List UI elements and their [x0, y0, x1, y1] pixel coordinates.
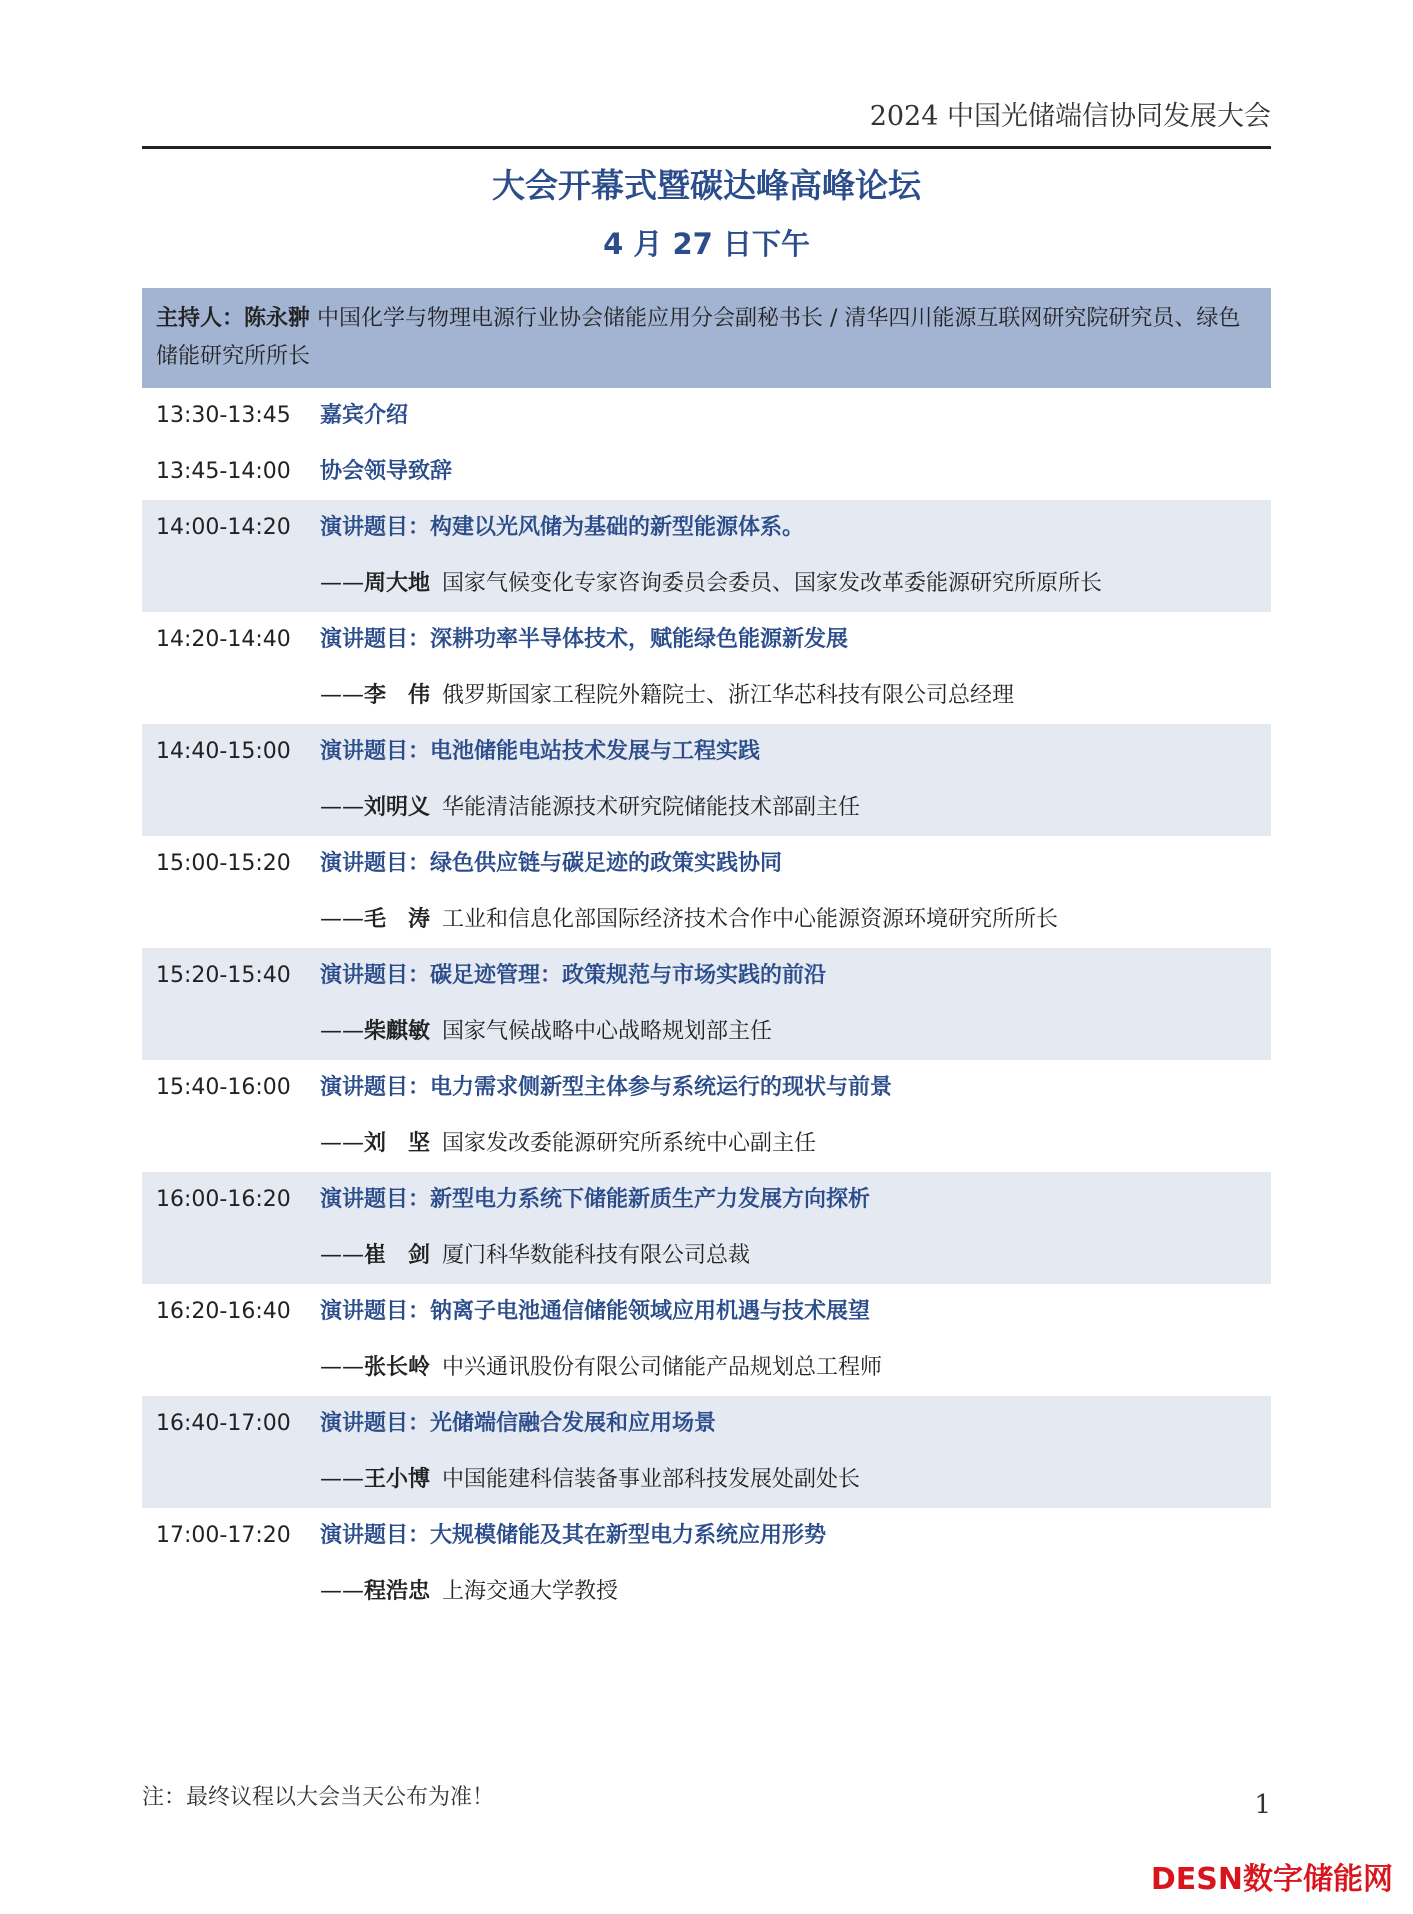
schedule-row — [142, 836, 1271, 948]
speaker-name: 柴麒敏 — [364, 1019, 431, 1044]
schedule-row — [142, 500, 1271, 612]
speaker-title: 中国能建科信装备事业部科技发展处副处长 — [442, 1467, 861, 1492]
speaker-name: 毛 涛 — [364, 907, 431, 932]
speaker-name: 崔 剑 — [364, 1243, 431, 1268]
session-topic: 嘉宾介绍 — [320, 403, 409, 428]
speaker-name: 刘明义 — [364, 795, 431, 820]
speaker-line — [320, 1238, 750, 1274]
page-number: 1 — [1254, 1790, 1271, 1820]
speaker-line — [320, 566, 1102, 602]
session-time: 13:45-14:00 — [156, 459, 291, 484]
watermark-logo: DESN数字储能网 — [1150, 1862, 1393, 1897]
session-topic: 演讲题目：电池储能电站技术发展与工程实践 — [320, 739, 761, 764]
speaker-title: 华能清洁能源技术研究院储能技术部副主任 — [442, 795, 861, 820]
speaker-name: 刘 坚 — [364, 1131, 431, 1156]
speaker-title: 厦门科华数能科技有限公司总裁 — [442, 1243, 751, 1268]
speaker-name: 张长岭 — [364, 1355, 431, 1380]
speaker-dash: —— — [320, 683, 364, 708]
session-time: 13:30-13:45 — [156, 403, 291, 428]
speaker-line — [320, 1574, 618, 1610]
conference-title: 2024 中国光储端信协同发展大会 — [869, 101, 1271, 132]
speaker-dash: —— — [320, 907, 364, 932]
schedule-row — [142, 948, 1271, 1060]
speaker-dash: —— — [320, 1467, 364, 1492]
speaker-line — [320, 1126, 816, 1162]
speaker-line — [320, 678, 1014, 714]
page-title: 大会开幕式暨碳达峰高峰论坛 — [492, 166, 921, 205]
session-time: 16:40-17:00 — [156, 1411, 291, 1436]
header-divider — [142, 146, 1271, 149]
speaker-name: 李 伟 — [364, 683, 431, 708]
speaker-dash: —— — [320, 1019, 364, 1044]
session-time: 15:00-15:20 — [156, 851, 291, 876]
host-title: 中国化学与物理电源行业协会储能应用分会副秘书长 / 清华四川能源互联网研究院研究员、绿色储能研究所所长 — [156, 306, 1241, 369]
speaker-dash: —— — [320, 795, 364, 820]
speaker-title: 工业和信息化部国际经济技术合作中心能源资源环境研究所所长 — [442, 907, 1059, 932]
host-label: 主持人： — [156, 306, 245, 331]
speaker-title: 俄罗斯国家工程院外籍院士、浙江华芯科技有限公司总经理 — [442, 683, 1015, 708]
session-time: 15:20-15:40 — [156, 963, 291, 988]
schedule-row — [142, 724, 1271, 836]
speaker-dash: —— — [320, 571, 364, 596]
speaker-dash: —— — [320, 1131, 364, 1156]
speaker-title: 上海交通大学教授 — [442, 1579, 619, 1604]
schedule-row — [142, 1172, 1271, 1284]
page-subtitle: 4 月 27 日下午 — [603, 227, 810, 261]
speaker-title: 国家气候战略中心战略规划部主任 — [442, 1019, 773, 1044]
host-box — [142, 288, 1271, 388]
speaker-dash: —— — [320, 1579, 364, 1604]
schedule-table — [142, 388, 1271, 1620]
schedule-row — [142, 444, 1271, 500]
session-time: 17:00-17:20 — [156, 1523, 291, 1548]
session-time: 16:00-16:20 — [156, 1187, 291, 1212]
host-name: 陈永翀 — [244, 306, 311, 331]
session-topic: 演讲题目：光储端信融合发展和应用场景 — [320, 1411, 717, 1436]
session-topic: 演讲题目：钠离子电池通信储能领域应用机遇与技术展望 — [320, 1299, 871, 1324]
speaker-name: 程浩忠 — [364, 1579, 431, 1604]
schedule-row — [142, 612, 1271, 724]
speaker-line — [320, 790, 860, 826]
schedule-row — [142, 388, 1271, 444]
session-time: 16:20-16:40 — [156, 1299, 291, 1324]
speaker-title: 国家气候变化专家咨询委员会委员、国家发改革委能源研究所原所长 — [442, 571, 1103, 596]
schedule-row — [142, 1508, 1271, 1620]
session-topic: 演讲题目：大规模储能及其在新型电力系统应用形势 — [320, 1523, 827, 1548]
speaker-name: 周大地 — [364, 571, 431, 596]
session-topic: 协会领导致辞 — [320, 459, 453, 484]
session-time: 14:20-14:40 — [156, 627, 291, 652]
speaker-title: 国家发改委能源研究所系统中心副主任 — [442, 1131, 817, 1156]
session-time: 14:40-15:00 — [156, 739, 291, 764]
speaker-line — [320, 1014, 772, 1050]
speaker-dash: —— — [320, 1355, 364, 1380]
session-topic: 演讲题目：深耕功率半导体技术，赋能绿色能源新发展 — [320, 627, 849, 652]
session-topic: 演讲题目：新型电力系统下储能新质生产力发展方向探析 — [320, 1187, 871, 1212]
speaker-line — [320, 902, 1058, 938]
footnote: 注：最终议程以大会当天公布为准！ — [142, 1785, 495, 1810]
schedule-row — [142, 1396, 1271, 1508]
schedule-row — [142, 1060, 1271, 1172]
session-topic: 演讲题目：碳足迹管理：政策规范与市场实践的前沿 — [320, 963, 827, 988]
speaker-line — [320, 1462, 860, 1498]
session-topic: 演讲题目：绿色供应链与碳足迹的政策实践协同 — [320, 851, 783, 876]
speaker-line — [320, 1350, 882, 1386]
speaker-dash: —— — [320, 1243, 364, 1268]
schedule-row — [142, 1284, 1271, 1396]
session-topic: 演讲题目：电力需求侧新型主体参与系统运行的现状与前景 — [320, 1075, 893, 1100]
session-topic: 演讲题目：构建以光风储为基础的新型能源体系。 — [320, 515, 805, 540]
session-time: 15:40-16:00 — [156, 1075, 291, 1100]
session-time: 14:00-14:20 — [156, 515, 291, 540]
speaker-name: 王小博 — [364, 1467, 431, 1492]
speaker-title: 中兴通讯股份有限公司储能产品规划总工程师 — [442, 1355, 883, 1380]
